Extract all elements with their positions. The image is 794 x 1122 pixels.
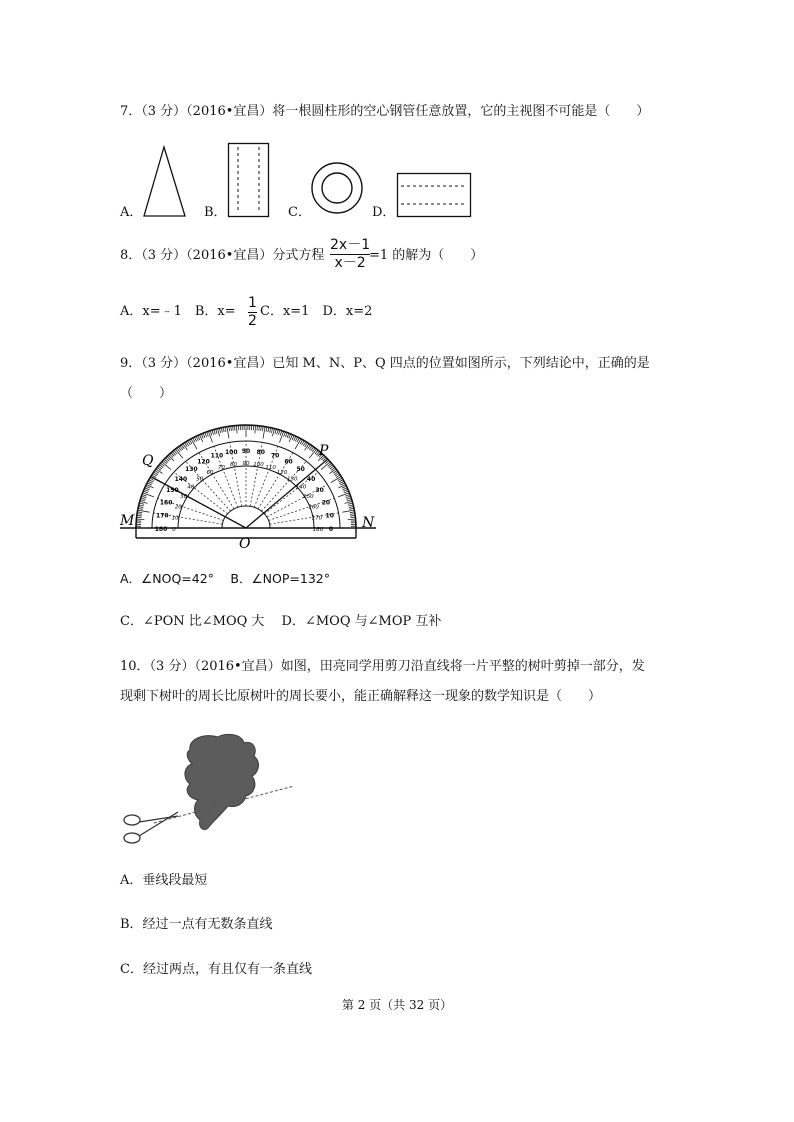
protractor-tick	[183, 444, 188, 451]
protractor-tick	[266, 427, 267, 432]
protractor-tick	[137, 517, 142, 518]
protractor-inner-scale-label: 140	[295, 484, 307, 491]
protractor-tick	[139, 503, 144, 504]
protractor-tick	[349, 507, 354, 508]
protractor-tick	[210, 431, 212, 436]
protractor-tick	[289, 434, 291, 439]
protractor-outer-scale-label: 80	[256, 449, 265, 457]
protractor-tick	[275, 429, 276, 434]
protractor-inner-scale-label: 70	[217, 464, 225, 471]
q8-numerator: 2x－1	[330, 237, 371, 253]
protractor-inner-scale-label: 90	[242, 461, 250, 467]
protractor-tick	[305, 444, 310, 451]
q10-stem-line2: 现剩下树叶的周长比原树叶的周长要小，能正确解释这一现象的数学知识是（ ）	[120, 689, 602, 704]
protractor-tick	[218, 429, 220, 437]
protractor-outer-scale-label: 130	[185, 466, 198, 474]
protractor-tick	[271, 428, 272, 433]
q8-option-b-denominator: 2	[248, 313, 257, 329]
protractor-tick	[138, 507, 143, 508]
protractor-inner-scale-label: 40	[187, 484, 195, 491]
protractor-tick	[350, 512, 355, 513]
leaf-shape	[185, 734, 259, 829]
protractor-tick	[280, 431, 284, 442]
scissors-icon	[124, 812, 178, 843]
protractor-outer-scale-label: 180	[154, 526, 168, 533]
protractor-inner-scale-label: 0	[172, 527, 176, 533]
protractor-inner-scale-label: 10	[171, 515, 179, 522]
protractor-tick	[141, 496, 146, 498]
protractor-outer-scale-label: 100	[224, 449, 238, 457]
protractor-tick	[208, 431, 212, 442]
protractor-tick	[338, 493, 349, 497]
protractor-tick	[257, 426, 258, 431]
protractor-tick	[292, 435, 294, 439]
protractor-tick	[348, 505, 353, 506]
protractor-inner-scale-label: 60	[206, 469, 214, 476]
q7-stem: 7．（3 分）（2016•宜昌）将一根圆柱形的空心钢管任意放置，它的主视图不可能是（ ）	[120, 104, 650, 119]
protractor-tick	[201, 434, 203, 439]
protractor-tick	[212, 430, 214, 435]
protractor-tick	[140, 500, 145, 501]
protractor-tick	[225, 427, 226, 432]
protractor-outer-scale-label: 60	[284, 458, 293, 466]
point-q-label: Q	[142, 453, 154, 469]
point-o-label: O	[239, 536, 251, 552]
protractor-tick	[350, 517, 355, 518]
protractor-tick	[145, 488, 150, 490]
protractor-tick	[350, 515, 355, 516]
protractor-inner-scale-label: 130	[287, 476, 298, 483]
q7-option-d-label: D．	[372, 205, 396, 220]
q8-options-c-d: C．x=1 D．x=2	[260, 304, 373, 319]
protractor-tick	[346, 496, 351, 498]
protractor-tick	[142, 494, 147, 496]
protractor-outer-scale-label: 170	[156, 512, 169, 520]
protractor-inner-scale-label: 80	[229, 462, 237, 469]
protractor-tick	[223, 427, 224, 432]
protractor-outer-scale-label: 120	[197, 458, 210, 466]
q8-denominator: x－2	[334, 255, 366, 271]
protractor-tick	[278, 430, 280, 435]
protractor-tick	[196, 436, 198, 440]
protractor-tick	[345, 494, 350, 496]
q10-stem-line1: 10．（3 分）（2016•宜昌）如图，田亮同学用剪刀沿直线将一片平整的树叶剪掉一部分，发	[120, 659, 645, 674]
protractor-tick	[268, 427, 269, 432]
q7-option-b-label: B．	[204, 205, 227, 220]
protractor-tick	[139, 505, 144, 506]
q9-paren: （ ）	[120, 386, 173, 401]
protractor-tick	[136, 519, 144, 520]
protractor-tick	[143, 493, 154, 497]
protractor-outer-scale-label: 150	[166, 487, 179, 494]
protractor-tick	[344, 491, 349, 493]
leaf-and-scissors-figure	[118, 728, 298, 848]
protractor-tick	[262, 426, 263, 431]
protractor-tick	[214, 430, 215, 435]
q8-equation-fraction	[330, 238, 370, 271]
q7-option-d-horizontal-rect-figure	[397, 173, 471, 217]
q8-stem-suffix: =1 的解为（ ）	[369, 248, 484, 263]
protractor-inner-scale-label: 160	[308, 504, 319, 511]
protractor-tick	[216, 429, 217, 434]
protractor-tick	[137, 515, 142, 516]
protractor-tick	[141, 498, 146, 499]
q10-option-b: B．经过一点有无数条直线	[120, 917, 273, 932]
protractor-tick	[255, 425, 256, 433]
protractor-tick	[198, 435, 200, 439]
protractor-tick	[229, 426, 230, 431]
q7-option-a-triangle-figure	[144, 147, 186, 217]
protractor-inner-scale-label: 120	[276, 469, 288, 476]
protractor-tick	[146, 486, 151, 488]
q8-option-b-numerator: 1	[248, 295, 257, 311]
protractor-outer-scale-label: 30	[315, 487, 324, 494]
protractor-inner-scale-label: 110	[265, 464, 276, 471]
protractor-tick	[221, 428, 222, 433]
protractor-tick	[219, 428, 220, 433]
protractor-outer-scale-label: 70	[270, 452, 280, 460]
protractor-tick	[138, 508, 143, 509]
protractor-figure	[118, 415, 380, 550]
protractor-tick	[144, 489, 149, 491]
protractor-outer-scale-label: 20	[321, 499, 331, 507]
protractor-tick	[346, 498, 351, 499]
protractor-tick	[137, 514, 142, 515]
protractor-tick	[285, 433, 287, 438]
protractor-tick	[236, 425, 237, 433]
q9-stem: 9．（3 分）（2016•宜昌）已知 M、N、P、Q 四点的位置如图所示，下列结论中，正确的是	[120, 356, 650, 371]
protractor-outer-scale-label: 110	[210, 452, 224, 460]
point-m-label: M	[120, 513, 135, 529]
q7-option-a-label: A．	[120, 205, 143, 220]
protractor-inner-scale-label: 180	[312, 527, 324, 533]
page-footer: 第 2 页（共 32 页）	[341, 998, 453, 1012]
protractor-tick	[287, 433, 289, 438]
q10-option-a: A．垂线段最短	[120, 873, 208, 888]
protractor-tick	[235, 426, 236, 431]
protractor-inner-scale-label: 170	[311, 515, 323, 522]
protractor-inner-scale-label: 50	[196, 476, 204, 483]
protractor-tick	[205, 433, 207, 438]
protractor-tick	[203, 433, 205, 438]
protractor-outer-scale-label: 160	[159, 499, 173, 507]
protractor-tick	[272, 429, 274, 437]
protractor-outer-scale-label: 10	[325, 512, 334, 520]
protractor-tick	[270, 428, 271, 433]
q9-options-a-b: A．∠NOQ=42° B．∠NOP=132°	[120, 571, 330, 586]
point-p-label: P	[319, 443, 329, 459]
protractor-tick	[342, 486, 347, 488]
protractor-outer-scale-label: 140	[174, 475, 188, 483]
protractor-tick	[156, 469, 163, 474]
q8-option-a: A．x=﹣1 B．x=	[120, 304, 236, 319]
q8-option-b-fraction	[248, 296, 257, 329]
q10-option-c: C．经过两点，有且仅有一条直线	[120, 962, 312, 977]
protractor-tick	[348, 519, 356, 520]
protractor-tick	[343, 488, 348, 490]
point-n-label: N	[362, 515, 375, 531]
protractor-tick	[277, 430, 278, 435]
protractor-tick	[350, 514, 355, 515]
protractor-inner-scale-label: 100	[253, 462, 264, 469]
protractor-tick	[294, 436, 296, 440]
protractor-inner-scale-label: 150	[303, 494, 314, 500]
protractor-tick	[347, 500, 352, 501]
q8-stem-prefix: 8．（3 分）（2016•宜昌）分式方程	[120, 248, 325, 263]
protractor-tick	[227, 427, 229, 439]
q7-option-c-ring-figure	[311, 162, 363, 214]
protractor-tick	[263, 427, 265, 439]
q7-option-c-label: C．	[288, 205, 311, 220]
protractor-tick	[137, 512, 142, 513]
protractor-tick	[349, 508, 354, 509]
protractor-center-arc	[222, 506, 270, 528]
protractor-inner-scale-label: 20	[174, 504, 182, 511]
protractor-tick	[280, 431, 282, 436]
protractor-outer-scale-label: 50	[296, 466, 305, 474]
protractor-tick	[143, 491, 148, 493]
protractor-inner-scale-label: 30	[180, 494, 188, 500]
protractor-outer-scale-label: 90	[241, 448, 251, 455]
protractor-tick	[168, 455, 174, 461]
protractor-tick	[330, 469, 337, 474]
protractor-outer-scale-label: 0	[328, 526, 334, 533]
protractor-tick	[207, 432, 209, 437]
q9-options-c-d: C．∠PON 比∠MOQ 大 D．∠MOQ 与∠MOP 互补	[120, 614, 442, 629]
protractor-tick	[343, 489, 348, 491]
protractor-tick	[348, 503, 353, 504]
protractor-tick	[284, 432, 286, 437]
q7-option-b-vertical-rect-figure	[228, 143, 269, 217]
protractor-outer-scale-label: 40	[306, 475, 316, 483]
